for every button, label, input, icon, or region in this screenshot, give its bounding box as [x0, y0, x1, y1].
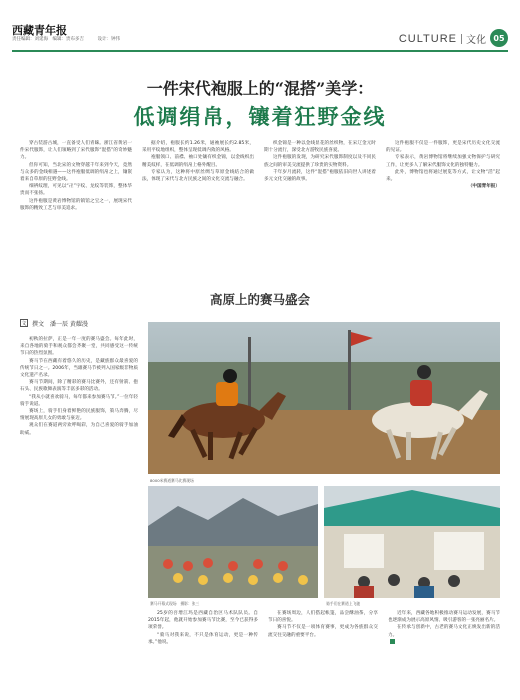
article1-paragraph: 专家表示，黄岩博物馆将继续加强文物保护与研究工作，让更多人了解宋代服饰文化的独特魅力。 [386, 155, 500, 168]
article1-paragraph: 但你可知，当北宋的文物穿越千年来到今天，竟然与众多的金线相遇——这件袍服低调的绢帛之上，镶嵌着来自草原的狂野金线。 [20, 162, 132, 183]
festival-illustration [324, 486, 500, 598]
byline-text: 撰文 潘一辰 黄耀漫 [32, 320, 88, 328]
article1-headline-line2: 低调绢帛，镶着狂野金线 [133, 105, 387, 129]
ceremony-illustration [148, 486, 318, 598]
masthead: 西藏青年报 [12, 24, 67, 37]
ceremony-photo [148, 486, 318, 598]
photo2-caption: 赛马开幕式现场 摄影：张三 [150, 601, 200, 606]
article2-paragraph: 赛马节不仅是一项体育赛事，更成为各族群众交流交往交融的重要平台。 [268, 625, 378, 638]
festival-photo [324, 486, 500, 598]
article1-column-1 [20, 140, 132, 280]
article1-paragraph: 此外，博物馆也将通过展览等方式，让文物“活”起来。 [386, 169, 500, 183]
photo1-caption: 8000米赛道赛马比赛现场 [150, 478, 194, 483]
article2-title: 高原上的赛马盛会 [209, 292, 310, 307]
article1-paragraph: 细辨纹理，可见以“卍”字纹、龙纹等装饰，整体华贵而不张扬。 [20, 184, 132, 197]
article2-paragraph: 25岁的吾增江玛是西藏自治区马术队队员。自2015年起，他就开始参加赛马节比赛，至今已获得多项荣誉。 [148, 611, 258, 631]
article2-column-1 [20, 336, 138, 688]
article1-paragraph: 这件袍服不仅是一件服饰，更是宋代历史文化交流的见证。 [386, 141, 500, 154]
article1-paragraph: 千年岁月流转，这件“混搭”袍服依旧向世人讲述着多元文化交融的故事。 [264, 169, 376, 183]
article1-paragraph: 织金锦是一种以金线显花的丝织物，在宋辽金元时期十分流行，深受北方游牧民族喜爱。 [264, 141, 376, 154]
byline-mark-icon: 文 [21, 320, 27, 327]
section-label-zh: 文化 [466, 35, 486, 46]
article2-paragraph: 近年来，西藏各地积极推动赛马运动发展，赛马节也逐渐成为展示高原风情、吸引游客的一张亮丽名片。 [388, 611, 500, 624]
section-tag [399, 31, 486, 46]
article1-source: （中国青年报） [467, 184, 500, 190]
article2-byline [20, 316, 138, 330]
article1-column-4 [386, 140, 500, 280]
article2-paragraph: “我从小就喜欢骑马，每年都来参加赛马节。”一位年轻骑手说道。 [20, 394, 138, 407]
horse-race-photo [148, 322, 500, 474]
article2-column-3 [268, 610, 378, 690]
article1-paragraph: 穿古装游古城，一直备受人们青睐。浙江省黄岩一件宋代服饰，让人们领略到了宋代服饰“混搭”的奇妙魅力。 [20, 141, 132, 161]
horse-race-illustration [148, 322, 500, 474]
section-label-en: CULTURE [398, 32, 457, 45]
article1-headline-line1: 一件宋代袍服上的“混搭”美学： [146, 79, 374, 98]
article1-paragraph: 这件袍服是黄岩博物馆的镇馆之宝之一，展现宋代服饰的精致工艺与审美追求。 [20, 198, 132, 211]
article2-paragraph: 在赛场周边，人们搭起帐篷，品尝酥油茶，分享节日的喜悦。 [268, 611, 378, 624]
article2-paragraph: 初秋的拉萨，正是一年一度的赛马盛会。每年此时，来自各地的骑手和观众都会齐聚一堂，共同感受这一传统节日的热烈氛围。 [20, 337, 138, 357]
section-divider [461, 34, 462, 44]
photo3-caption: 骑手们在赛道上飞驰 [326, 601, 361, 606]
page-number-badge: 05 [490, 29, 508, 47]
article2-paragraph: 赛马节期间，除了精彩的赛马比赛外，还有射箭、抱石头、民族歌舞表演等丰富多彩的活动。 [20, 380, 138, 393]
article1-column-2 [142, 140, 254, 280]
editor-credits: 责任编辑：刘延海 编辑：贵布多吉 设计：钟伟 [12, 37, 120, 42]
article2-paragraph: 观众们在赛道两旁欢呼喝彩，为自己喜爱的骑手加油助威。 [20, 423, 138, 436]
article1-paragraph: 专家认为，这种将中原丝绸与草原金线结合的做法，体现了宋代与北方民族之间的文化交流与融合。 [142, 169, 254, 183]
article1-paragraph: 这件袍服的发现，为研究宋代服饰制度以及不同民族之间的审美交流提供了珍贵的实物资料。 [264, 155, 376, 168]
page-header [0, 0, 520, 62]
article2-paragraph: “骑马对我来说，不只是体育运动，更是一种传承。”他说。 [148, 632, 258, 645]
article2-paragraph: 赛场上，骑手们身着鲜艳的民族服饰，策马奔腾，尽情展现高原儿女的勇敢与豪迈。 [20, 409, 138, 422]
article1-paragraph: 袍服领口、前襟、袖口处镶有织金锦，以金线织出精美纹样，在低调的绢帛上格外醒目。 [142, 155, 254, 168]
article2-column-4 [388, 610, 500, 690]
header-rule [12, 50, 508, 52]
article2-paragraph: 赛马节在西藏有着悠久的历史，是藏族群众最喜爱的传统节日之一。2006年，当雄赛马节被列入国家级非物质文化遗产名录。 [20, 358, 138, 379]
article2-paragraph: 在传承与创新中，古老的赛马文化正焕发出新的活力。 [388, 625, 500, 638]
article2-column-2 [148, 610, 258, 690]
end-of-article-icon [390, 639, 395, 644]
article1-column-3 [264, 140, 376, 280]
article1-paragraph: 据介绍，袍服长约1.26米，通袖展长约2.85米，采用平纹地组织，整体呈现低调内敛的风格。 [142, 141, 254, 154]
